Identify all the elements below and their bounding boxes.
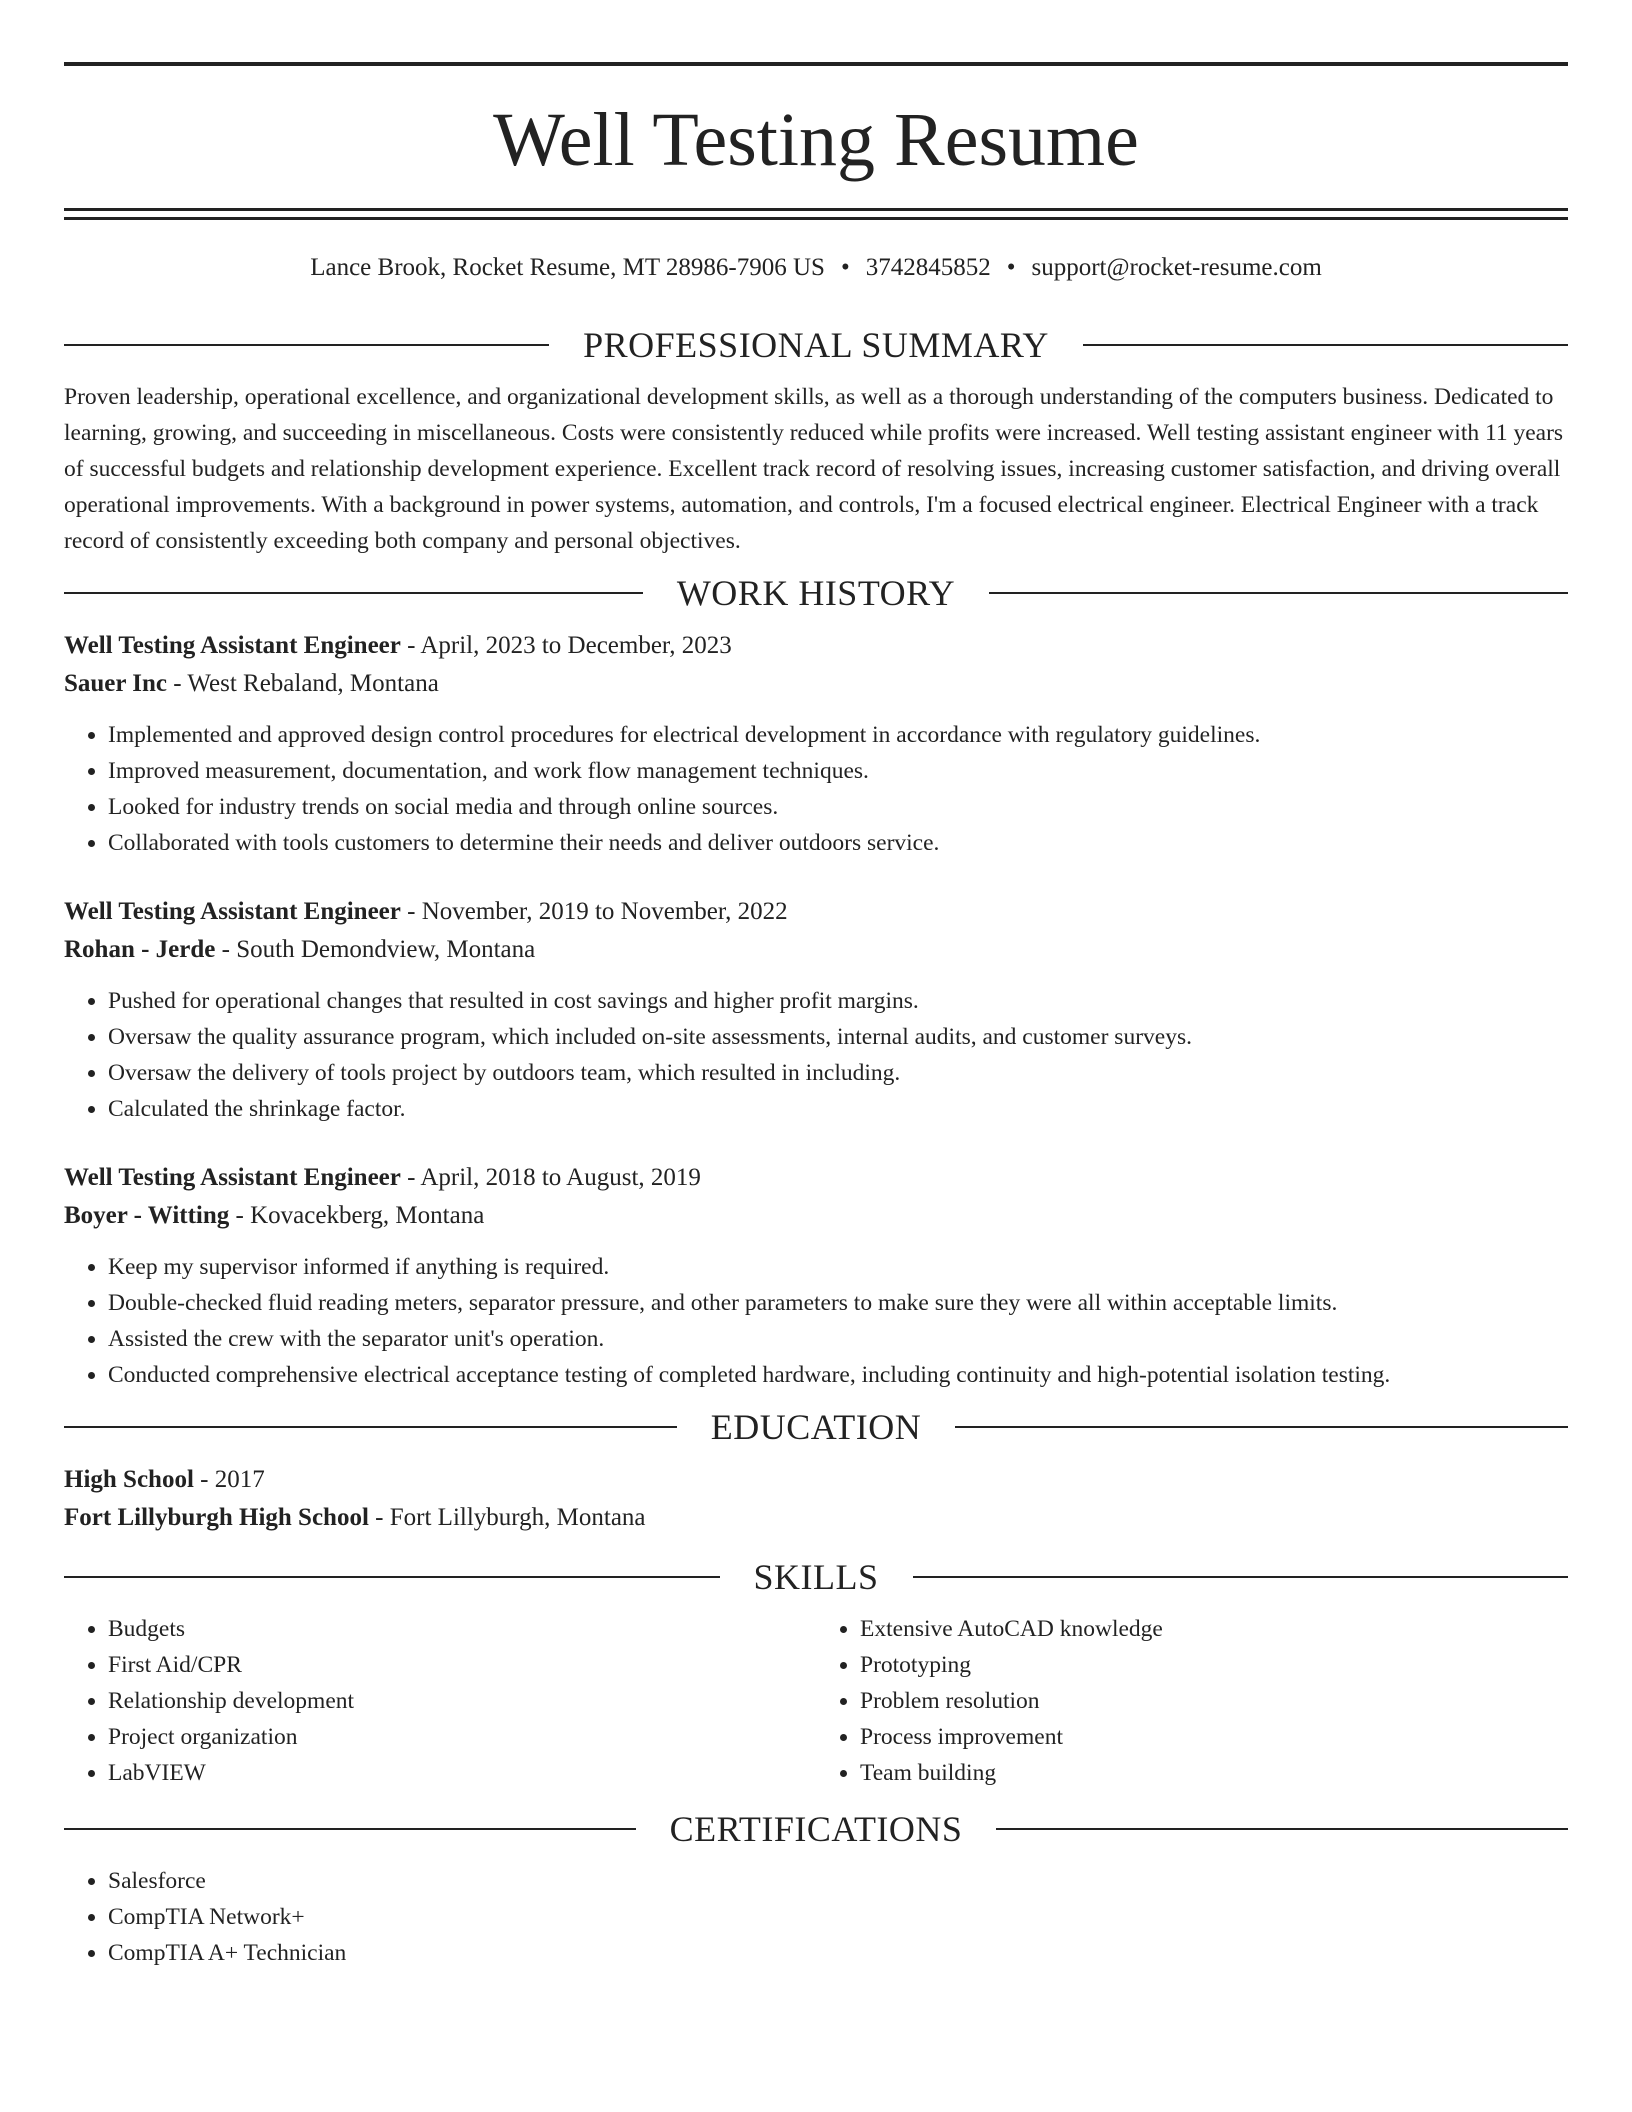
contact-phone: 3742845852 bbox=[865, 254, 991, 281]
heading-rule-left bbox=[64, 592, 643, 594]
list-item: • CompTIA A+ Technician bbox=[108, 1935, 1568, 1971]
section-heading-summary bbox=[64, 325, 1568, 365]
list-item: • Keep my supervisor informed if anything is required. bbox=[108, 1249, 1568, 1285]
job-bullets bbox=[64, 983, 1568, 1127]
list-item: • Budgets bbox=[108, 1611, 816, 1647]
list-item: • Team building bbox=[860, 1755, 1568, 1791]
education-location: - Fort Lillyburgh, Montana bbox=[368, 1504, 646, 1531]
list-item: • Pushed for operational changes that resulted in cost savings and higher profit margins. bbox=[108, 983, 1568, 1019]
job-company: Sauer Inc bbox=[64, 670, 168, 697]
job-company: Rohan - Jerde bbox=[64, 936, 216, 963]
job-company-line bbox=[64, 665, 1568, 703]
job-dates: - April, 2018 to August, 2019 bbox=[400, 1164, 701, 1191]
list-item: • Conducted comprehensive electrical acceptance testing of completed hardware, including continuity and high-potential isolation testing. bbox=[108, 1357, 1568, 1393]
job-entry bbox=[64, 1159, 1568, 1393]
list-item: • Salesforce bbox=[108, 1863, 1568, 1899]
section-title: SKILLS bbox=[753, 1557, 879, 1597]
education-school: Fort Lillyburgh High School bbox=[64, 1504, 369, 1531]
job-entry bbox=[64, 627, 1568, 861]
contact-separator: • bbox=[840, 254, 850, 281]
list-item: • Extensive AutoCAD knowledge bbox=[860, 1611, 1568, 1647]
job-title-line bbox=[64, 1159, 1568, 1197]
section-title: WORK HISTORY bbox=[676, 573, 956, 613]
list-item: • Implemented and approved design control procedures for electrical development in accordance with regulatory guidelines. bbox=[108, 717, 1568, 753]
list-item: • CompTIA Network+ bbox=[108, 1899, 1568, 1935]
list-item: • Looked for industry trends on social media and through online sources. bbox=[108, 789, 1568, 825]
list-item: • Calculated the shrinkage factor. bbox=[108, 1091, 1568, 1127]
heading-rule-left bbox=[64, 1576, 720, 1578]
job-location: - Kovacekberg, Montana bbox=[229, 1202, 485, 1229]
education-entry bbox=[64, 1461, 1568, 1537]
job-title: Well Testing Assistant Engineer bbox=[64, 1164, 401, 1191]
job-title: Well Testing Assistant Engineer bbox=[64, 632, 401, 659]
heading-rule-right bbox=[996, 1828, 1568, 1830]
education-degree-line bbox=[64, 1461, 1568, 1499]
list-item: • Prototyping bbox=[860, 1647, 1568, 1683]
resume-page bbox=[64, 62, 1568, 1971]
section-heading-skills bbox=[64, 1557, 1568, 1597]
education-degree: High School bbox=[64, 1466, 194, 1493]
job-company-line bbox=[64, 1197, 1568, 1235]
education-year: - 2017 bbox=[193, 1466, 265, 1493]
contact-line bbox=[64, 253, 1568, 283]
heading-rule-left bbox=[64, 1828, 636, 1830]
job-dates: - April, 2023 to December, 2023 bbox=[400, 632, 732, 659]
section-heading-education bbox=[64, 1407, 1568, 1447]
skills-list-right bbox=[816, 1611, 1568, 1791]
job-bullets bbox=[64, 1249, 1568, 1393]
job-location: - West Rebaland, Montana bbox=[167, 670, 439, 697]
certifications-list bbox=[64, 1863, 1568, 1971]
list-item: • Collaborated with tools customers to determine their needs and deliver outdoors service. bbox=[108, 825, 1568, 861]
job-location: - South Demondview, Montana bbox=[215, 936, 536, 963]
job-entry bbox=[64, 893, 1568, 1127]
skills-grid bbox=[64, 1611, 1568, 1791]
title-rule-lower bbox=[64, 217, 1568, 220]
list-item: • Double-checked fluid reading meters, separator pressure, and other parameters to make sure they were all within acceptable limits. bbox=[108, 1285, 1568, 1321]
list-item: • Relationship development bbox=[108, 1683, 816, 1719]
list-item: • Project organization bbox=[108, 1719, 816, 1755]
skills-list-left bbox=[64, 1611, 816, 1791]
job-title-line bbox=[64, 627, 1568, 665]
list-item: • Problem resolution bbox=[860, 1683, 1568, 1719]
list-item: • Oversaw the delivery of tools project by outdoors team, which resulted in including. bbox=[108, 1055, 1568, 1091]
section-title: EDUCATION bbox=[710, 1407, 922, 1447]
list-item: • LabVIEW bbox=[108, 1755, 816, 1791]
heading-rule-right bbox=[1083, 344, 1568, 346]
contact-address: Lance Brook, Rocket Resume, MT 28986-7906 US bbox=[310, 254, 825, 281]
top-rule bbox=[64, 62, 1568, 66]
list-item: • Process improvement bbox=[860, 1719, 1568, 1755]
resume-title: Well Testing Resume bbox=[493, 98, 1139, 182]
heading-rule-left bbox=[64, 1426, 677, 1428]
job-company-line bbox=[64, 931, 1568, 969]
title-rule-upper bbox=[64, 208, 1568, 211]
job-bullets bbox=[64, 717, 1568, 861]
job-title-line bbox=[64, 893, 1568, 931]
heading-rule-left bbox=[64, 344, 549, 346]
list-item: • Improved measurement, documentation, and work flow management techniques. bbox=[108, 753, 1568, 789]
list-item: • Oversaw the quality assurance program, which included on-site assessments, internal audits, and customer surveys. bbox=[108, 1019, 1568, 1055]
summary-text: Proven leadership, operational excellence, and organizational development skills, as well as a thorough understanding of the computers business. Dedicated to learning, growing, and succeeding in miscellaneous. Costs were consistently reduced while profits were increased. Well testing assistant engineer with 11 years of successful budgets and relationship development experience. Excellent track record of resolving issues, increasing customer satisfaction, and driving overall operational improvements. With a background in power systems, automation, and controls, I'm a focused electrical engineer. Electrical Engineer with a track record of consistently exceeding both company and personal objectives. bbox=[64, 384, 1564, 554]
heading-rule-right bbox=[989, 592, 1568, 594]
section-heading-certifications bbox=[64, 1809, 1568, 1849]
job-company: Boyer - Witting bbox=[64, 1202, 230, 1229]
list-item: • First Aid/CPR bbox=[108, 1647, 816, 1683]
section-title: CERTIFICATIONS bbox=[669, 1809, 963, 1849]
education-school-line bbox=[64, 1499, 1568, 1537]
contact-separator: • bbox=[1006, 254, 1016, 281]
section-heading-work-history bbox=[64, 573, 1568, 613]
job-title: Well Testing Assistant Engineer bbox=[64, 898, 401, 925]
list-item: • Assisted the crew with the separator unit's operation. bbox=[108, 1321, 1568, 1357]
heading-rule-right bbox=[913, 1576, 1569, 1578]
job-dates: - November, 2019 to November, 2022 bbox=[400, 898, 788, 925]
heading-rule-right bbox=[955, 1426, 1568, 1428]
contact-email: support@rocket-resume.com bbox=[1031, 254, 1322, 281]
section-title: PROFESSIONAL SUMMARY bbox=[583, 325, 1049, 365]
